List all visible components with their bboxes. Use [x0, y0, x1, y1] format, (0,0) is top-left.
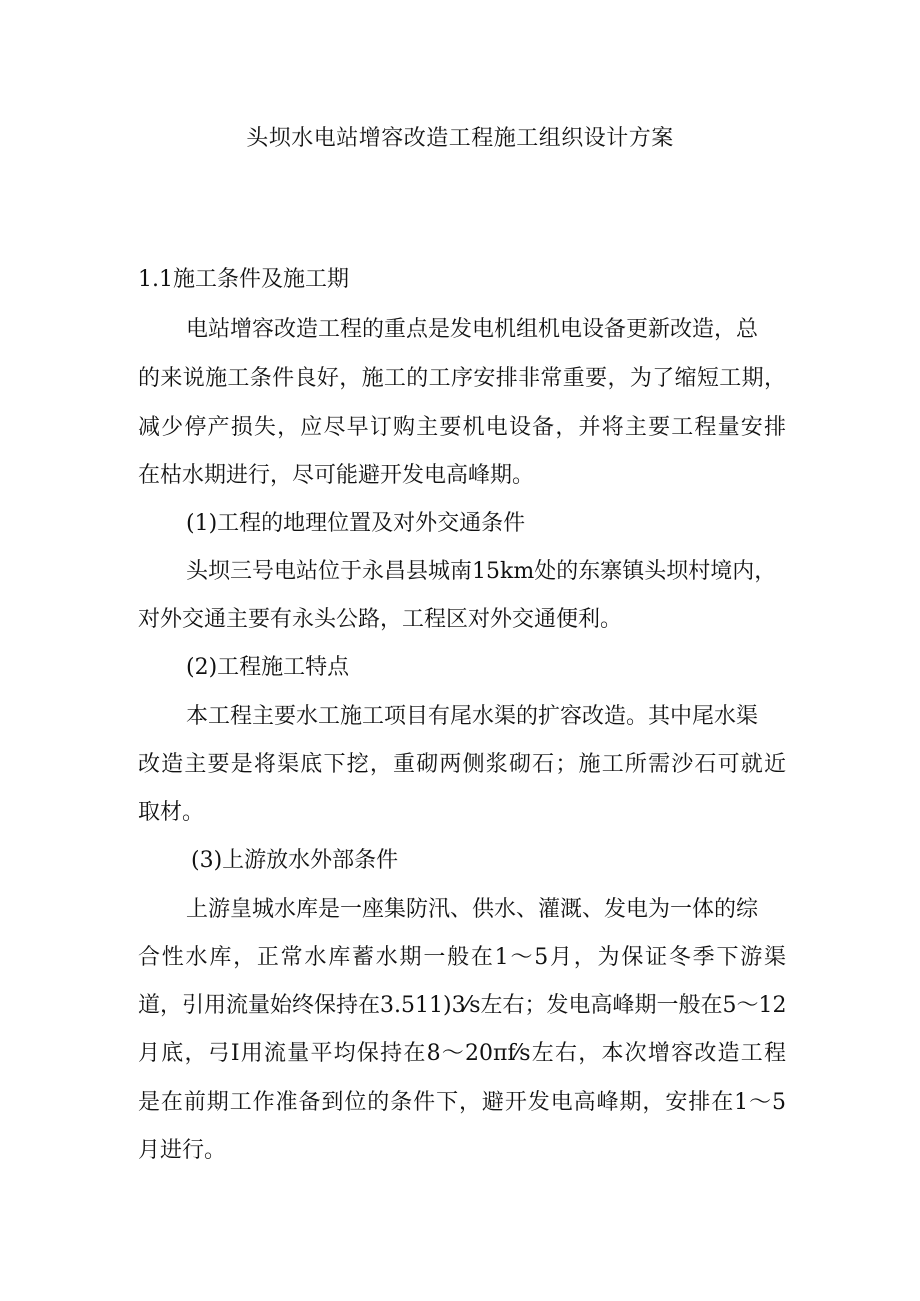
paragraph-3-line-1: 本工程主要水工施工项目有尾水渠的扩容改造。其中尾水渠: [186, 704, 759, 729]
subheading-1: (1)工程的地理位置及对外交通条件: [186, 511, 526, 536]
paragraph-4-line-6: 月进行。: [138, 1138, 227, 1163]
paragraph-4-line-5: 是在前期工作准备到位的条件下，避开发电高峰期，安排在1～5: [138, 1090, 786, 1115]
paragraph-4-line-1: 上游皇城水库是一座集防汛、供水、灌溉、发电为一体的综: [186, 897, 759, 922]
subheading-3: (3)上游放水外部条件: [191, 848, 399, 873]
paragraph-4-line-2: 合性水库，正常水库蓄水期一般在1～5月，为保证冬季下游渠: [138, 945, 786, 970]
paragraph-3-line-3: 取材。: [138, 800, 205, 825]
paragraph-4-line-3: 道，引用流量始终保持在3.511)3⁄s左右；发电高峰期一般在5～12: [138, 993, 787, 1018]
section-heading: 1.1施工条件及施工期: [138, 267, 349, 292]
paragraph-3-line-2: 改造主要是将渠底下挖，重砌两侧浆砌石；施工所需沙石可就近: [138, 752, 786, 777]
paragraph-1-line-2: 的来说施工条件良好，施工的工序安排非常重要，为了缩短工期，: [138, 366, 786, 391]
paragraph-1-line-1: 电站增容改造工程的重点是发电机组机电设备更新改造，总: [186, 317, 759, 342]
paragraph-2-line-1: 头坝三号电站位于永昌县城南15km处的东寨镇头坝村境内，: [186, 559, 777, 584]
document-title: 头坝水电站增容改造工程施工组织设计方案: [246, 126, 674, 151]
subheading-2: (2)工程施工特点: [186, 655, 350, 680]
paragraph-2-line-2: 对外交通主要有永头公路，工程区对外交通便利。: [138, 607, 623, 632]
paragraph-1-line-3: 减少停产损失，应尽早订购主要机电设备，并将主要工程量安排: [138, 415, 786, 440]
paragraph-4-line-4: 月底，弓I用流量平均保持在8～20πf⁄s左右，本次增容改造工程: [138, 1041, 786, 1066]
paragraph-1-line-4: 在枯水期进行，尽可能避开发电高峰期。: [138, 463, 535, 488]
